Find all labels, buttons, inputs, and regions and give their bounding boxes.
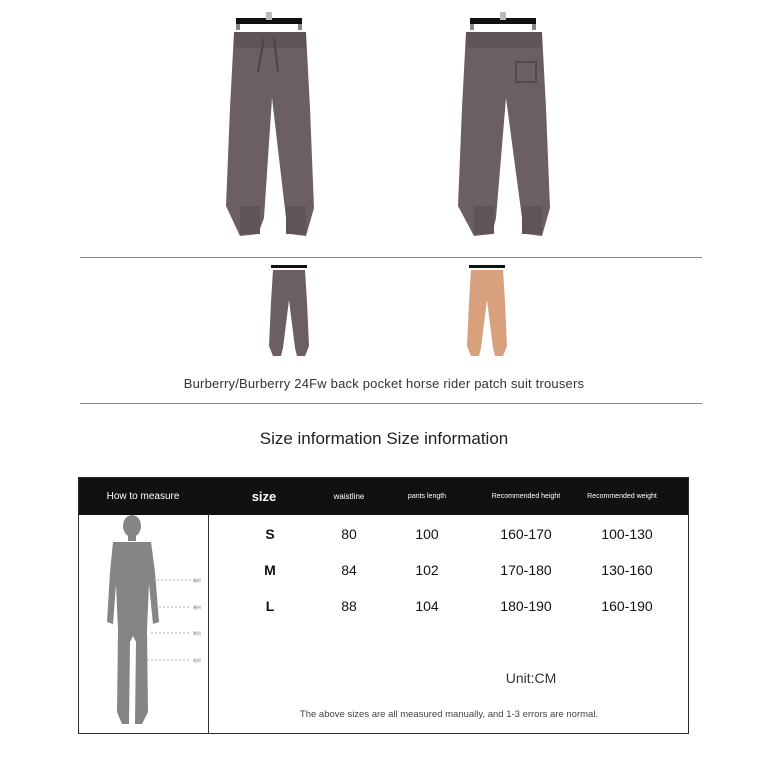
weight-cell: 130-160	[601, 562, 653, 578]
measurement-note: The above sizes are all measured manually, and 1-3 errors are normal.	[299, 709, 599, 720]
pants-length-cell: 100	[415, 526, 439, 542]
weight-cell: 100-130	[601, 526, 653, 542]
waistline-cell: 80	[341, 526, 357, 542]
human-silhouette-icon	[93, 512, 205, 734]
size-table-header	[79, 478, 688, 515]
marker-label: 腰围	[193, 605, 201, 610]
header-recommended-height: Recommended height	[491, 493, 561, 500]
color-option-apricot[interactable]	[461, 262, 513, 358]
header-size: size	[251, 489, 277, 504]
size-cell: M	[264, 562, 276, 578]
weight-cell: 160-190	[601, 598, 653, 614]
size-section-heading: Size information Size information	[259, 429, 509, 448]
waistline-cell: 88	[341, 598, 357, 614]
marker-label: 胸围	[193, 578, 201, 583]
header-how-to-measure: How to measure	[106, 491, 180, 502]
product-photo-back	[440, 8, 566, 240]
size-cell: S	[265, 526, 275, 542]
header-recommended-weight: Recommended weight	[587, 493, 657, 500]
pants-length-cell: 104	[415, 598, 439, 614]
marker-label: 臀围	[193, 631, 201, 636]
height-cell: 170-180	[500, 562, 552, 578]
product-title: Burberry/Burberry 24Fw back pocket horse rider patch suit trousers	[183, 376, 585, 391]
pants-length-cell: 102	[415, 562, 439, 578]
product-photo-front	[206, 8, 332, 240]
back-pants-image	[440, 8, 566, 240]
header-pants-length: pants length	[407, 493, 447, 500]
color-option-grey[interactable]	[263, 262, 315, 358]
section-divider-top	[80, 257, 702, 258]
size-cell: L	[265, 598, 275, 614]
height-cell: 160-170	[500, 526, 552, 542]
header-waistline: waistline	[333, 492, 365, 501]
grey-pants-thumbnail	[263, 262, 315, 358]
height-cell: 180-190	[500, 598, 552, 614]
column-divider	[208, 515, 209, 733]
measurement-figure	[93, 512, 205, 734]
apricot-pants-thumbnail	[461, 262, 513, 358]
size-table	[78, 477, 689, 734]
waistline-cell: 84	[341, 562, 357, 578]
unit-label: Unit:CM	[505, 670, 557, 686]
marker-label: 腿围	[193, 658, 201, 663]
front-pants-image	[206, 8, 332, 240]
section-divider-bottom	[80, 403, 702, 404]
